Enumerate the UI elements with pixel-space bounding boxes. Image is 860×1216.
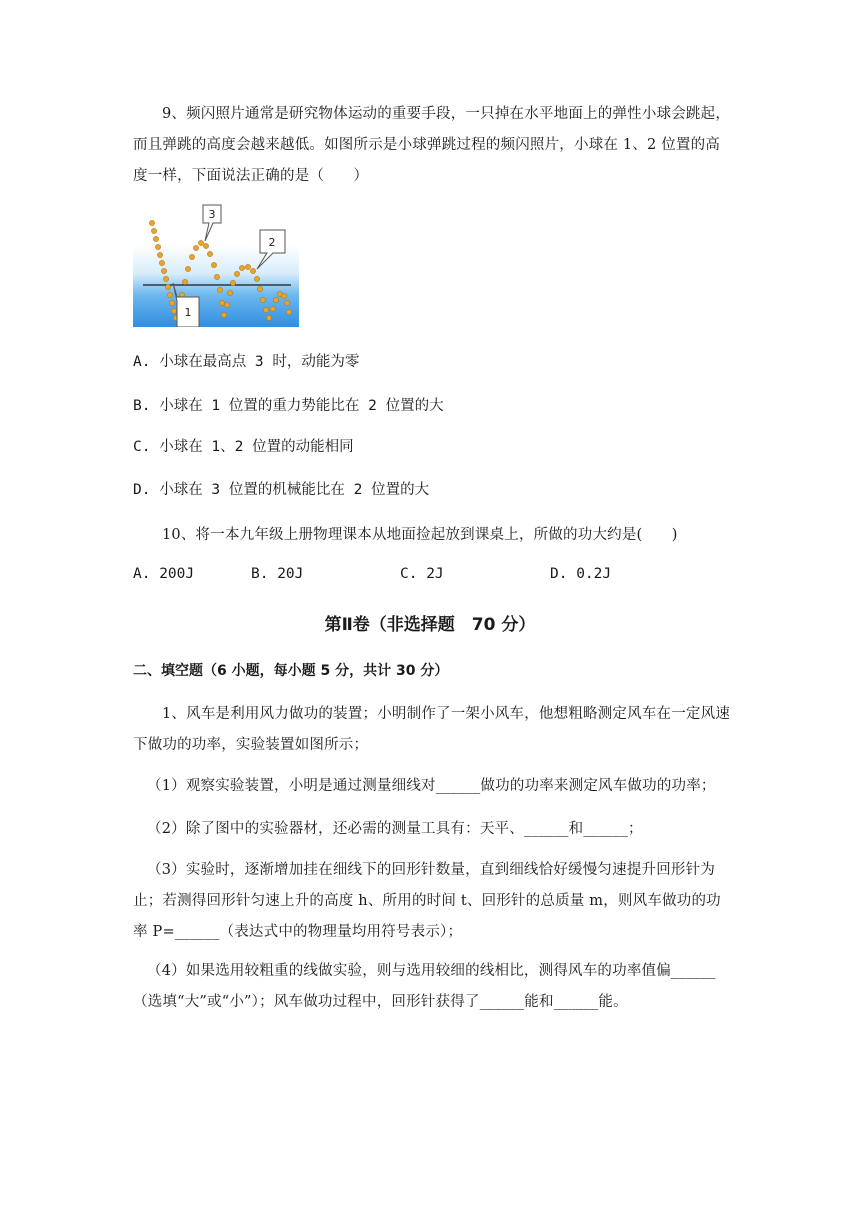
fill-in-section-heading: 二、填空题（6 小题，每小题 5 分，共计 30 分） <box>133 663 449 679</box>
q9-option-b: B. 小球在 1 位置的重力势能比在 2 位置的大 <box>133 398 444 414</box>
bouncing-ball-photo <box>133 197 299 327</box>
q10-option-b: B. 20J <box>251 566 304 582</box>
label-3: 3 <box>208 208 216 221</box>
label-2: 2 <box>268 236 276 249</box>
fill-1-sub-1: （1）观察实验装置，小明是通过测量细线对______做功的功率来测定风车做功的功率； <box>147 778 716 794</box>
q9-option-d: D. 小球在 3 位置的机械能比在 2 位置的大 <box>133 482 430 498</box>
fill-1-sub-3: （3）实验时，逐渐增加挂在细线下的回形针数量，直到细线恰好缓慢匀速提升回形针为止；若测得回形针匀速上升的高度 h、所用的时间 t、回形针的总质量 m，则风车做功的功率 P=______（表达式中的物理量均用符号表示）； <box>133 862 721 940</box>
q10-option-d: D. 0.2J <box>550 566 612 582</box>
fill-1-sub-4: （4）如果选用较粗重的线做实验，则与选用较细的线相比，测得风车的功率值偏______（选填“大”或“小”）；风车做功过程中，回形针获得了______能和______能。 <box>133 963 716 1010</box>
q10-option-a: A. 200J <box>133 566 195 582</box>
question-10-stem: 10、将一本九年级上册物理课本从地面捡起放到课桌上，所做的功大约是( ) <box>162 527 678 543</box>
q9-option-c: C. 小球在 1、2 位置的动能相同 <box>133 439 354 455</box>
fill-1-sub-2: （2）除了图中的实验器材，还必需的测量工具有：天平、______和______； <box>147 821 643 837</box>
label-1: 1 <box>184 306 192 319</box>
q10-options <box>133 566 733 588</box>
q9-option-a: A. 小球在最高点 3 时，动能为零 <box>133 354 360 370</box>
fill-1-stem: 1、风车是利用风力做功的装置；小明制作了一架小风车，他想粗略测定风车在一定风速下做功的功率，实验装置如图所示； <box>133 706 731 753</box>
q10-option-c: C. 2J <box>400 566 444 582</box>
part-2-title: 第Ⅱ卷（非选择题 70 分） <box>324 615 536 635</box>
question-9-stem: 9、频闪照片通常是研究物体运动的重要手段，一只掉在水平地面上的弹性小球会跳起，而且弹跳的高度会越来越低。如图所示是小球弹跳过程的频闪照片，小球在 1、2 位置的高度一样，下面说法正确的是（ ） <box>133 106 731 184</box>
